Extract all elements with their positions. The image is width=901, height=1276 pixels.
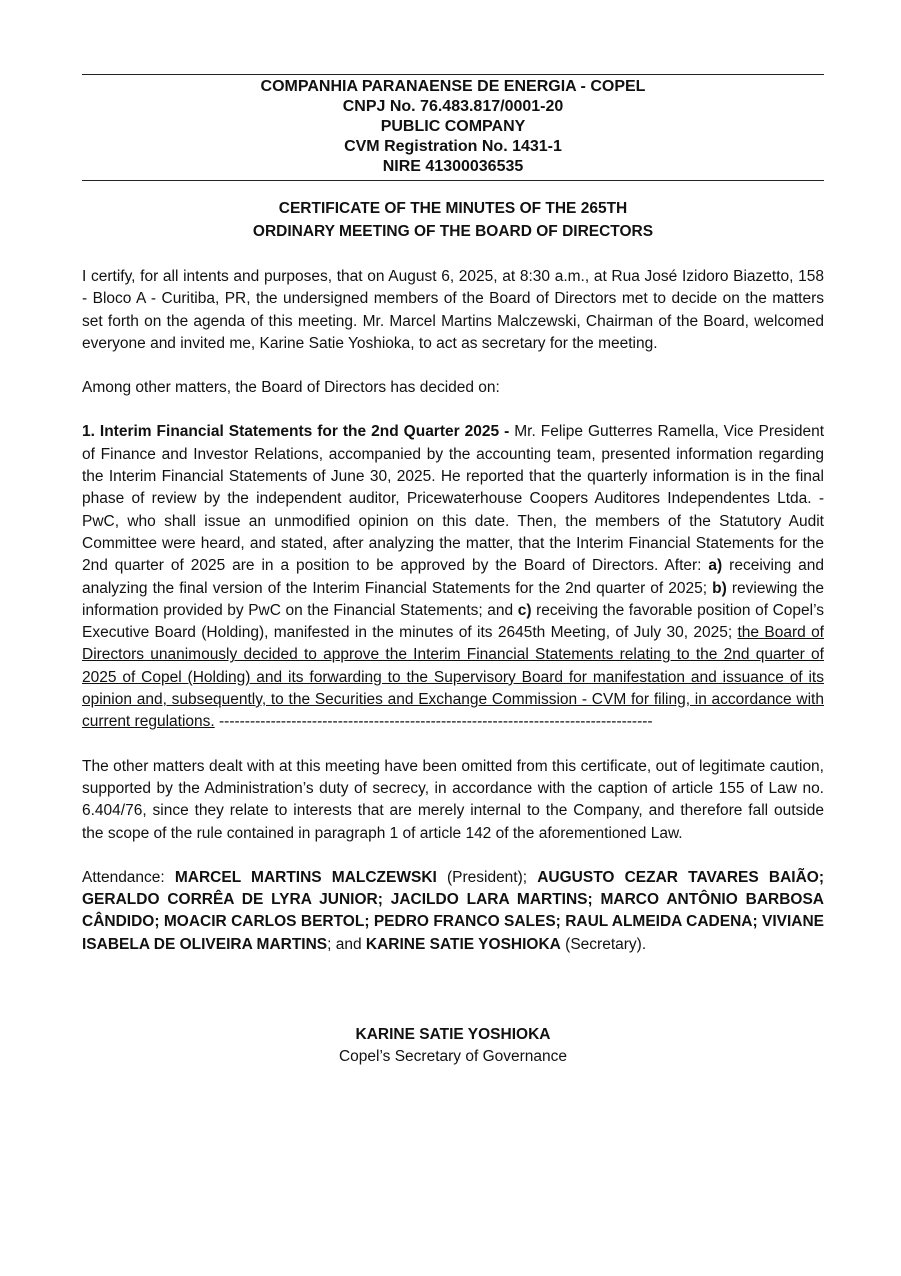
dash-filler: ------------------------------------------------------------------------------------: [214, 713, 653, 731]
document-page: [82, 74, 824, 1068]
cnpj-number: CNPJ No. 76.483.817/0001-20: [342, 98, 564, 115]
agenda-item-1-text: Mr. Felipe Gutterres Ramella, Vice President of Finance and Investor Relations, accompanied by the accounting team, presented information regarding the Interim Financial Statements of June 30, 2025. He reported that the quarterly information is in the final phase of review by the independent auditor, Pricewaterhouse Coopers Auditores Independentes Ltda. - PwC, who shall issue an unmodified opinion on this date. Then, the members of the Statutory Audit Committee were heard, and stated, after analyzing the matter, that the Interim Financial Statements for the 2nd quarter of 2025 are in a position to be approved by the Board of Directors. After:: [82, 423, 824, 575]
company-header: [82, 75, 824, 180]
among-paragraph: Among other matters, the Board of Directors has decided on:: [82, 379, 500, 397]
attendance-secretary-role: (Secretary).: [560, 935, 647, 953]
attendance-label: Attendance:: [82, 868, 175, 886]
attendance-paragraph: [82, 867, 824, 956]
title-line-2: ORDINARY MEETING OF THE BOARD OF DIRECTORS: [252, 222, 654, 240]
signatory-name: KARINE SATIE YOSHIOKA: [355, 1026, 551, 1044]
attendance-members: AUGUSTO CEZAR TAVARES BAIÃO; GERALDO CORRÊA DE LYRA JUNIOR; JACILDO LARA MARTINS; MARCO ANTÔNIO BARBOSA CÂNDIDO; MOACIR CARLOS BERTOL; PEDRO FRANCO SALES; RAUL ALMEIDA CADENA; VIVIANE ISABELA DE OLIVEIRA MARTINS: [82, 868, 824, 953]
header-bottom-rule: [82, 180, 824, 181]
attendance-secretary: KARINE SATIE YOSHIOKA: [365, 935, 561, 953]
company-name: COMPANHIA PARANAENSE DE ENERGIA - COPEL: [260, 78, 646, 95]
item-c-label: c): [517, 601, 532, 619]
nire-number: NIRE 41300036535: [382, 158, 524, 175]
title-line-1: CERTIFICATE OF THE MINUTES OF THE 265TH: [278, 200, 628, 217]
agenda-item-1-heading: 1. Interim Financial Statements for the 2nd Quarter 2025 -: [82, 423, 510, 441]
intro-paragraph: I certify, for all intents and purposes, that on August 6, 2025, at 8:30 a.m., at Rua José Izidoro Biazetto, 158 - Bloco A - Curitiba, PR, the undersigned members of the Board of Directors met to decide on the matters set forth on the agenda of this meeting. Mr. Marcel Martins Malczewski, Chairman of the Board, welcomed everyone and invited me, Karine Satie Yoshioka, to act as secretary for the meeting.: [82, 268, 824, 352]
attendance-and: ; and: [327, 935, 366, 953]
document-title: [82, 198, 824, 243]
item-c-text: receiving the favorable position of Copel’s Executive Board (Holding), manifested in the minutes of its 2645th Meeting, of July 30, 2025;: [82, 601, 824, 642]
signatory-title: Copel’s Secretary of Governance: [338, 1048, 568, 1066]
company-type: PUBLIC COMPANY: [380, 118, 526, 135]
other-matters-paragraph: The other matters dealt with at this meeting have been omitted from this certificate, out of legitimate caution, supported by the Administration’s duty of secrecy, in accordance with the caption of article 155 of Law no. 6.404/76, since they relate to interests that are merely internal to the Company, and therefore fall outside the scope of the rule contained in paragraph 1 of article 142 of the aforementioned Law.: [82, 757, 824, 842]
board-decision: the Board of Directors unanimously decided to approve the Interim Financial Statements relating to the 2nd quarter of 2025 of Copel (Holding) and its forwarding to the Supervisory Board for manifestation and issuance of its opinion and, subsequently, to the Securities and Exchange Commission - CVM for filing, in accordance with current regulations.: [82, 624, 824, 731]
item-b-text: reviewing the information provided by PwC on the Financial Statements; and: [82, 579, 824, 619]
item-a-text: receiving and analyzing the final version of the Interim Financial Statements for the 2nd quarter of 2025;: [82, 557, 824, 597]
agenda-item-1: [82, 421, 824, 733]
item-b-label: b): [712, 579, 727, 597]
attendance-president: MARCEL MARTINS MALCZEWSKI: [174, 868, 437, 886]
item-a-label: a): [708, 557, 723, 575]
attendance-president-role: (President);: [436, 868, 538, 886]
cvm-registration: CVM Registration No. 1431-1: [344, 138, 562, 155]
signature-block: [82, 1024, 824, 1068]
